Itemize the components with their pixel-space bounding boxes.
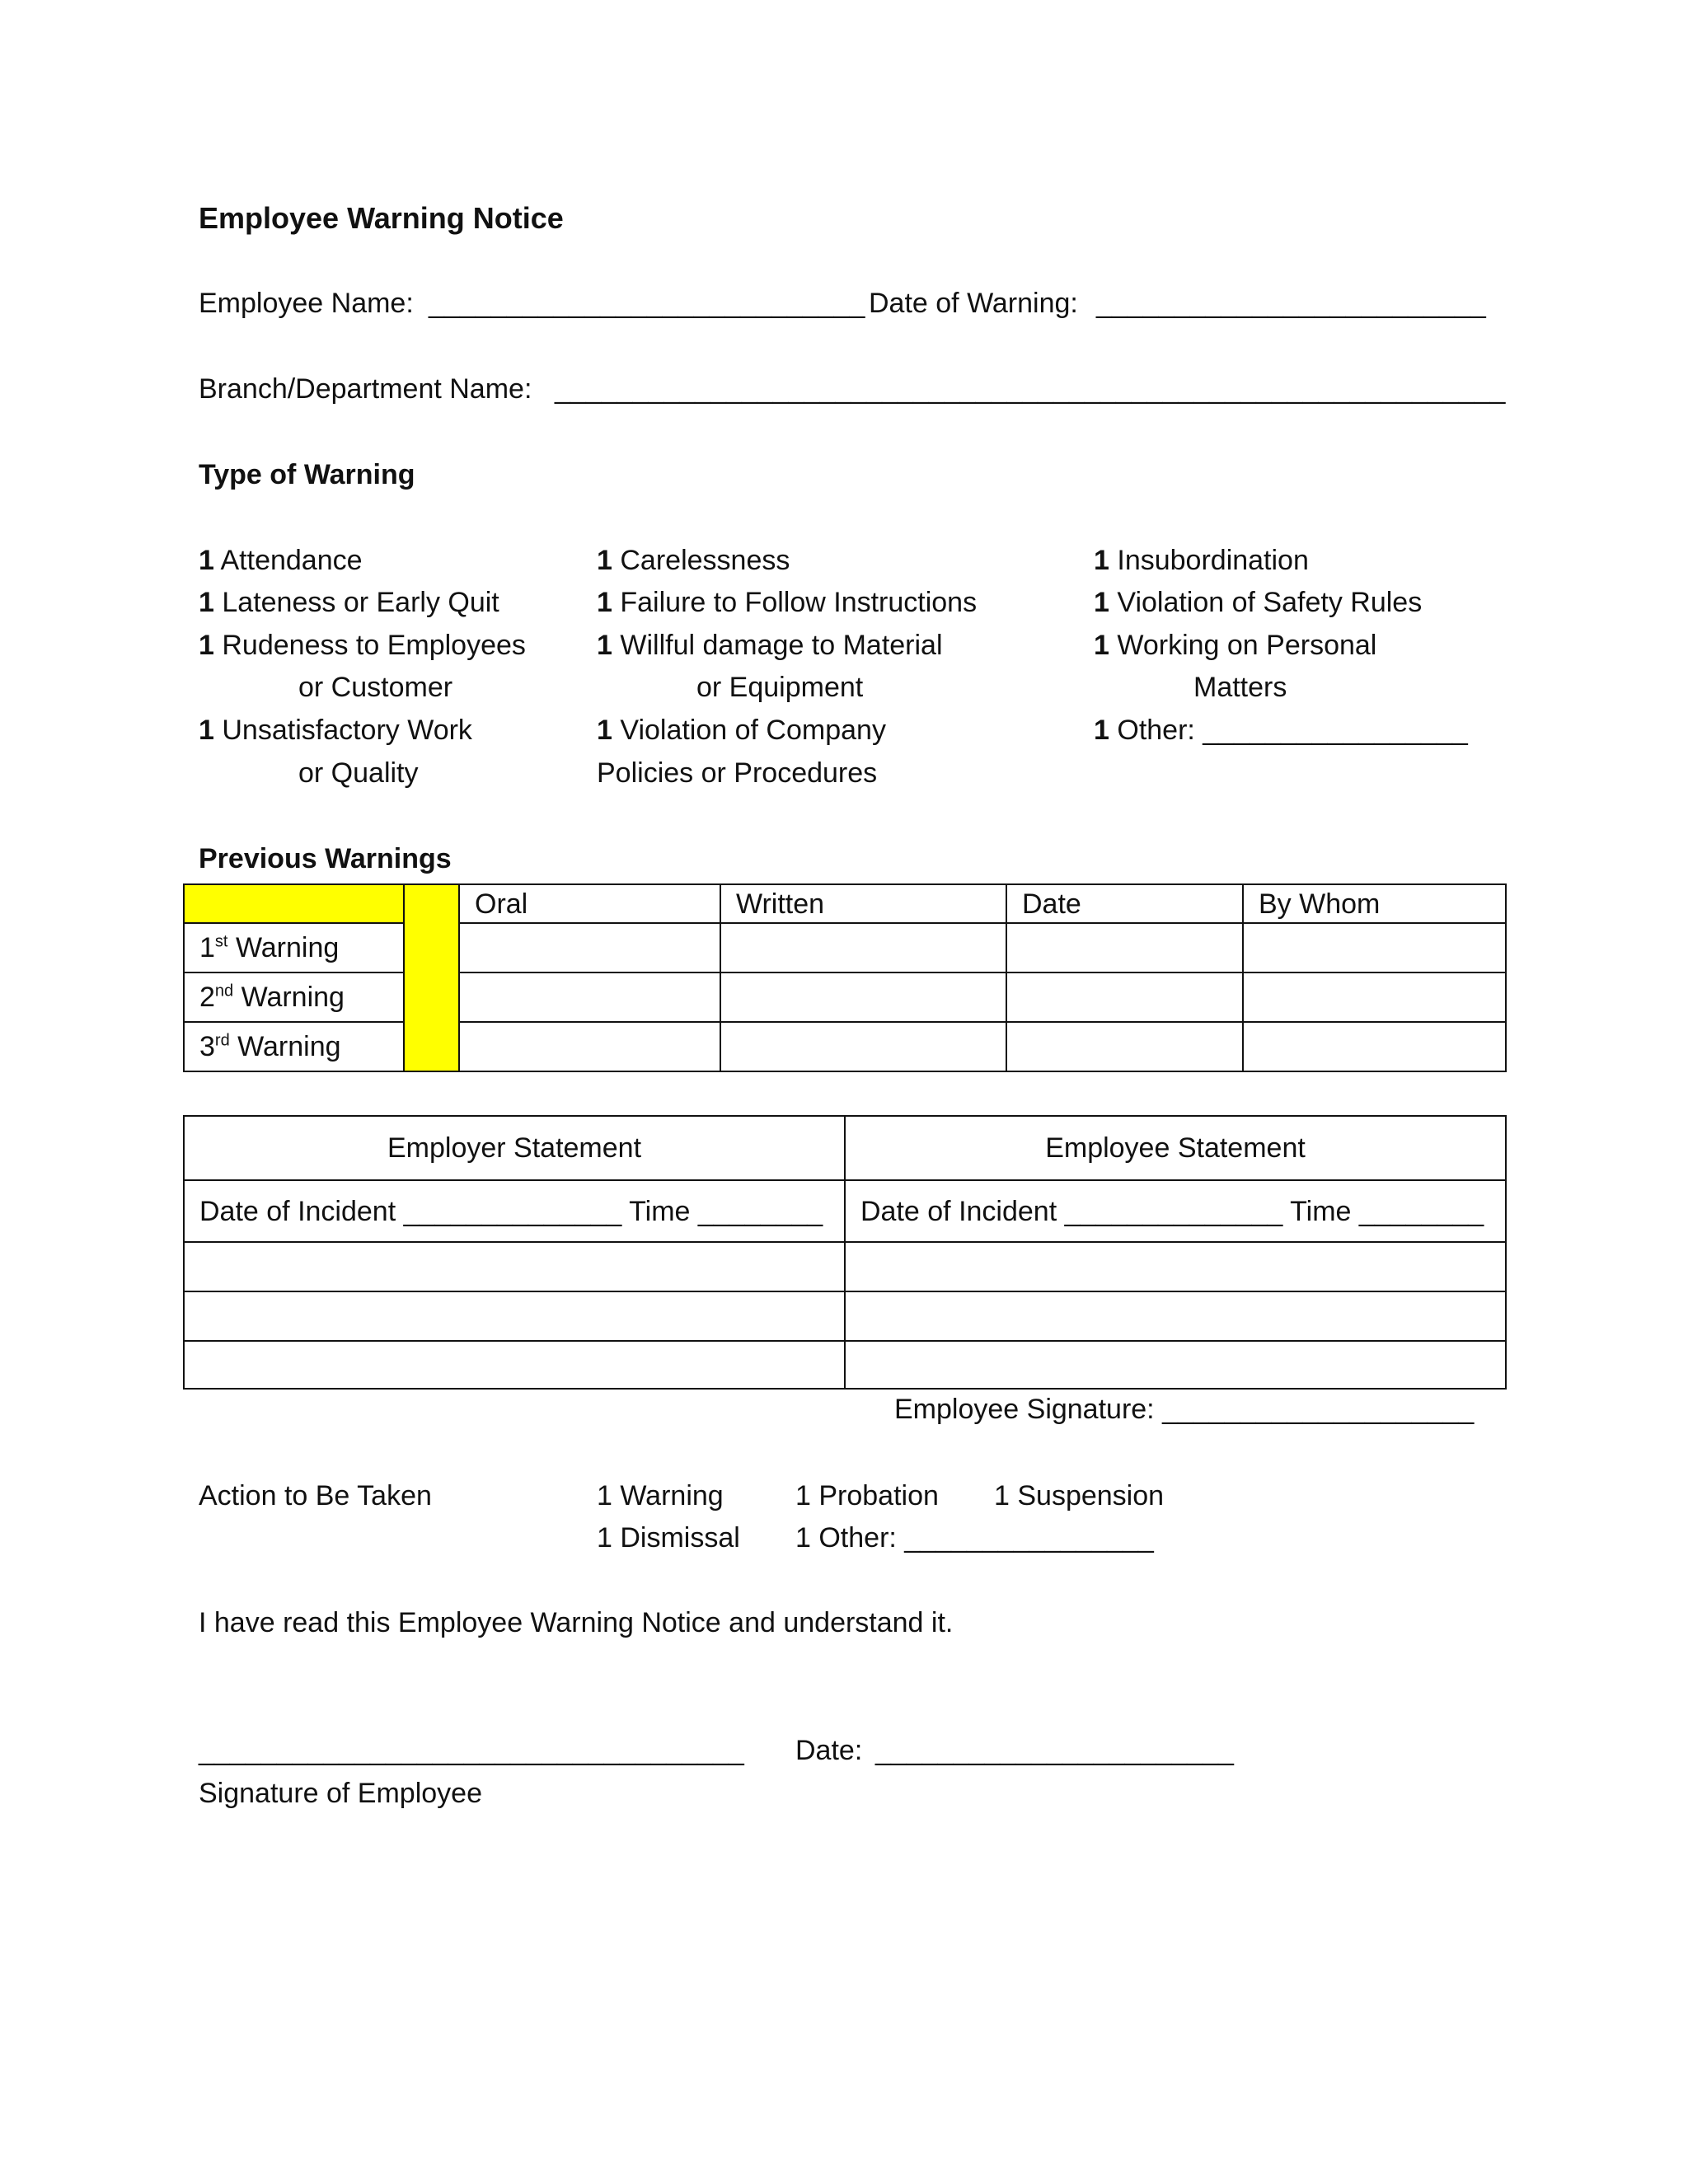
table-row: [184, 1242, 1506, 1291]
row-label-1st-warning: 1st Warning: [184, 923, 404, 972]
employer-statement-line[interactable]: [184, 1242, 845, 1291]
option-violation-company[interactable]: 1 Violation of Company: [597, 715, 886, 746]
employer-statement-line[interactable]: [184, 1341, 845, 1389]
column-header-oral: Oral: [459, 884, 720, 923]
option-carelessness[interactable]: 1 Carelessness: [597, 545, 790, 576]
option-unsatisfactory-work[interactable]: 1 Unsatisfactory Work: [199, 715, 472, 746]
table-row: [184, 1291, 1506, 1341]
option-insubordination[interactable]: 1 Insubordination: [1094, 545, 1309, 576]
employee-statement-heading: Employee Statement: [845, 1116, 1506, 1180]
column-header-written: Written: [720, 884, 1006, 923]
table-row: [184, 972, 1506, 1022]
option-personal-matters[interactable]: 1 Working on Personal: [1094, 630, 1377, 661]
page-title: Employee Warning Notice: [199, 201, 564, 235]
action-other[interactable]: 1 Other: ________________: [795, 1522, 1154, 1554]
cell-by-whom[interactable]: [1243, 923, 1506, 972]
employee-incident-field[interactable]: Date of Incident ______________ Time ________: [845, 1180, 1506, 1242]
previous-warnings-heading: Previous Warnings: [199, 843, 452, 874]
cell-by-whom[interactable]: [1243, 1022, 1506, 1071]
cell-oral[interactable]: [459, 923, 720, 972]
table-row: [184, 1022, 1506, 1071]
employee-statement-line[interactable]: [845, 1242, 1506, 1291]
branch-field[interactable]: _____________________________________________________________: [555, 373, 1506, 405]
table-header-row: [184, 884, 1506, 923]
employer-statement-line[interactable]: [184, 1291, 845, 1341]
signature-date-field[interactable]: _______________________: [875, 1735, 1234, 1766]
acknowledgement-text: I have read this Employee Warning Notice and understand it.: [199, 1607, 954, 1638]
column-header-date: Date: [1006, 884, 1243, 923]
action-suspension[interactable]: 1 Suspension: [994, 1480, 1165, 1511]
type-of-warning-heading: Type of Warning: [199, 459, 415, 490]
option-willful-damage[interactable]: 1 Willful damage to Material: [597, 630, 943, 661]
employee-statement-line[interactable]: [845, 1291, 1506, 1341]
table-row: [184, 923, 1506, 972]
date-of-warning-field[interactable]: _________________________: [1096, 288, 1486, 319]
incident-row: [184, 1180, 1506, 1242]
employer-statement-heading: Employer Statement: [184, 1116, 845, 1180]
action-label: Action to Be Taken: [199, 1480, 432, 1511]
action-warning[interactable]: 1 Warning: [597, 1480, 724, 1511]
statements-table: [183, 1115, 1507, 1390]
cell-written[interactable]: [720, 972, 1006, 1022]
option-willful-damage-cont: or Equipment: [696, 672, 864, 703]
previous-warnings-table: [183, 883, 1507, 1072]
employee-statement-line[interactable]: [845, 1341, 1506, 1389]
cell-date[interactable]: [1006, 972, 1243, 1022]
table-row: [184, 1341, 1506, 1389]
option-rudeness-cont: or Customer: [298, 672, 453, 703]
cell-written[interactable]: [720, 923, 1006, 972]
option-safety-rules[interactable]: 1 Violation of Safety Rules: [1094, 587, 1423, 618]
employee-signature-field[interactable]: Employee Signature: ____________________: [894, 1394, 1475, 1425]
option-failure-instructions[interactable]: 1 Failure to Follow Instructions: [597, 587, 978, 618]
cell-oral[interactable]: [459, 1022, 720, 1071]
employee-name-field[interactable]: ____________________________: [429, 288, 865, 319]
cell-written[interactable]: [720, 1022, 1006, 1071]
option-personal-matters-cont: Matters: [1193, 672, 1287, 703]
branch-label: Branch/Department Name:: [199, 373, 532, 405]
employee-signature-line[interactable]: ___________________________________: [199, 1735, 744, 1766]
cell-oral[interactable]: [459, 972, 720, 1022]
option-lateness[interactable]: 1 Lateness or Early Quit: [199, 587, 499, 618]
action-dismissal[interactable]: 1 Dismissal: [597, 1522, 740, 1554]
signature-date-label: Date:: [795, 1735, 863, 1766]
cell-date[interactable]: [1006, 1022, 1243, 1071]
row-label-2nd-warning: 2nd Warning: [184, 972, 404, 1022]
signature-label: Signature of Employee: [199, 1778, 482, 1809]
date-of-warning-label: Date of Warning:: [869, 288, 1078, 319]
cell-date[interactable]: [1006, 923, 1243, 972]
employer-incident-field[interactable]: Date of Incident ______________ Time ________: [184, 1180, 845, 1242]
cell-by-whom[interactable]: [1243, 972, 1506, 1022]
column-header-by-whom: By Whom: [1243, 884, 1506, 923]
action-probation[interactable]: 1 Probation: [795, 1480, 939, 1511]
highlight-column: [404, 884, 459, 1071]
row-label-3rd-warning: 3rd Warning: [184, 1022, 404, 1071]
option-rudeness[interactable]: 1 Rudeness to Employees: [199, 630, 526, 661]
option-violation-company-cont: Policies or Procedures: [597, 757, 878, 789]
option-other[interactable]: 1 Other: _________________: [1094, 715, 1468, 746]
option-unsatisfactory-cont: or Quality: [298, 757, 419, 789]
option-attendance[interactable]: 1 Attendance: [199, 545, 363, 576]
statements-header-row: [184, 1116, 1506, 1180]
employee-name-label: Employee Name:: [199, 288, 414, 319]
header-corner-cell: [184, 884, 404, 923]
